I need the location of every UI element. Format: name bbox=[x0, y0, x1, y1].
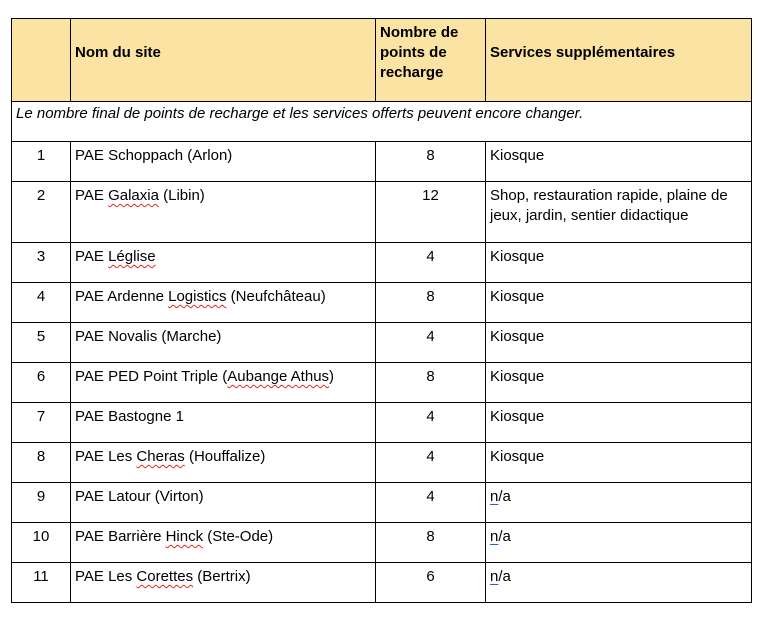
site-name: PAE Ardenne Logistics (Neufchâteau) bbox=[71, 283, 376, 323]
charging-points: 8 bbox=[376, 142, 486, 182]
site-name: PAE Latour (Virton) bbox=[71, 483, 376, 523]
header-services: Services supplémentaires bbox=[486, 19, 752, 102]
charging-points: 4 bbox=[376, 323, 486, 363]
site-name: PAE Galaxia (Libin) bbox=[71, 182, 376, 243]
charging-points: 4 bbox=[376, 483, 486, 523]
table-row bbox=[12, 443, 752, 483]
charging-points: 4 bbox=[376, 403, 486, 443]
site-name: PAE Les Corettes (Bertrix) bbox=[71, 563, 376, 603]
table-row bbox=[12, 403, 752, 443]
services: Shop, restauration rapide, plaine de jeux, jardin, sentier didactique bbox=[486, 182, 752, 243]
services: Kiosque bbox=[486, 243, 752, 283]
services: Kiosque bbox=[486, 363, 752, 403]
row-number: 5 bbox=[12, 323, 71, 363]
services bbox=[486, 523, 752, 563]
row-number: 2 bbox=[12, 182, 71, 243]
services: Kiosque bbox=[486, 142, 752, 182]
site-name: PAE Novalis (Marche) bbox=[71, 323, 376, 363]
row-number: 11 bbox=[12, 563, 71, 603]
row-number: 9 bbox=[12, 483, 71, 523]
table-row bbox=[12, 182, 752, 243]
header-number bbox=[12, 19, 71, 102]
services bbox=[486, 563, 752, 603]
na-first-char: n bbox=[490, 568, 499, 585]
site-name: PAE Les Cheras (Houffalize) bbox=[71, 443, 376, 483]
table-row bbox=[12, 323, 752, 363]
table-row bbox=[12, 243, 752, 283]
charging-points: 4 bbox=[376, 443, 486, 483]
table-note: Le nombre final de points de recharge et les services offerts peuvent encore changer. bbox=[12, 102, 752, 142]
services: Kiosque bbox=[486, 283, 752, 323]
table-row bbox=[12, 523, 752, 563]
row-number: 10 bbox=[12, 523, 71, 563]
charging-sites-table bbox=[11, 18, 752, 603]
table-header-row bbox=[12, 19, 752, 102]
charging-points: 8 bbox=[376, 283, 486, 323]
na-first-char: n bbox=[490, 488, 499, 505]
table-note-row bbox=[12, 102, 752, 142]
row-number: 4 bbox=[12, 283, 71, 323]
row-number: 6 bbox=[12, 363, 71, 403]
row-number: 8 bbox=[12, 443, 71, 483]
table-row bbox=[12, 483, 752, 523]
site-name: PAE Léglise bbox=[71, 243, 376, 283]
services: Kiosque bbox=[486, 403, 752, 443]
table-row bbox=[12, 283, 752, 323]
charging-points: 8 bbox=[376, 363, 486, 403]
services: Kiosque bbox=[486, 443, 752, 483]
na-rest: /a bbox=[498, 568, 511, 585]
services bbox=[486, 483, 752, 523]
na-rest: /a bbox=[498, 488, 511, 505]
table-row bbox=[12, 142, 752, 182]
charging-points: 6 bbox=[376, 563, 486, 603]
na-rest: /a bbox=[498, 528, 511, 545]
table-row bbox=[12, 563, 752, 603]
site-name: PAE Barrière Hinck (Ste-Ode) bbox=[71, 523, 376, 563]
na-first-char: n bbox=[490, 528, 499, 545]
site-name: PAE PED Point Triple (Aubange Athus) bbox=[71, 363, 376, 403]
services: Kiosque bbox=[486, 323, 752, 363]
charging-points: 8 bbox=[376, 523, 486, 563]
site-name: PAE Bastogne 1 bbox=[71, 403, 376, 443]
site-name: PAE Schoppach (Arlon) bbox=[71, 142, 376, 182]
charging-points: 4 bbox=[376, 243, 486, 283]
charging-points: 12 bbox=[376, 182, 486, 243]
row-number: 1 bbox=[12, 142, 71, 182]
header-charging-points: Nombre de points de recharge bbox=[376, 19, 486, 102]
row-number: 3 bbox=[12, 243, 71, 283]
header-site-name: Nom du site bbox=[71, 19, 376, 102]
table-row bbox=[12, 363, 752, 403]
row-number: 7 bbox=[12, 403, 71, 443]
